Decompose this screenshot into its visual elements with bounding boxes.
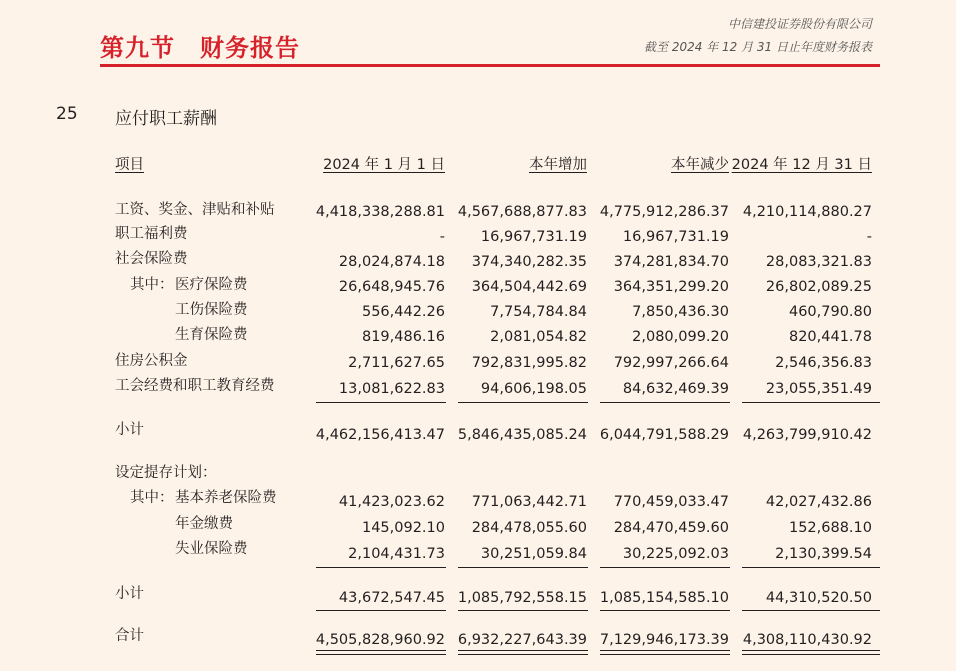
cell-decrease: 84,632,469.39 <box>622 381 729 397</box>
cell-increase: 771,063,442.71 <box>471 494 587 510</box>
cell-decrease: 1,085,154,585.10 <box>599 590 729 606</box>
cell-closing: 4,263,799,910.42 <box>742 427 872 443</box>
cell-increase: 364,504,442.69 <box>471 279 587 295</box>
cell-increase: 792,831,995.82 <box>471 355 587 371</box>
cell-increase: 374,340,282.35 <box>471 254 587 270</box>
cell-decrease: 364,351,299.20 <box>613 279 729 295</box>
cell-closing: 820,441.78 <box>788 329 872 345</box>
cell-opening: 2,711,627.65 <box>348 355 445 371</box>
row-label: 失业保险费 <box>175 541 248 557</box>
cell-decrease: 7,129,946,173.39 <box>599 632 729 648</box>
row-label: 生育保险费 <box>175 327 248 343</box>
cell-opening: 4,462,156,413.47 <box>315 427 445 443</box>
row-prefix: 其中： <box>130 490 174 506</box>
cell-decrease: 16,967,731.19 <box>622 229 729 245</box>
cell-increase: 6,932,227,643.39 <box>457 632 587 648</box>
cell-decrease: 2,080,099.20 <box>632 329 729 345</box>
cell-closing: 2,546,356.83 <box>775 355 872 371</box>
cell-increase: 1,085,792,558.15 <box>457 590 587 606</box>
cell-decrease: 770,459,033.47 <box>613 494 729 510</box>
cell-closing: 28,083,321.83 <box>765 254 872 270</box>
column-rule <box>316 402 446 403</box>
cell-increase: 2,081,054.82 <box>490 329 587 345</box>
cell-closing: 4,210,114,880.27 <box>742 204 872 220</box>
cell-closing: 42,027,432.86 <box>765 494 872 510</box>
column-rule <box>742 402 880 403</box>
cell-decrease: 374,281,834.70 <box>613 254 729 270</box>
header-decrease: 本年减少 <box>671 157 729 173</box>
column-rule <box>316 610 446 611</box>
cell-opening: 41,423,023.62 <box>338 494 445 510</box>
cell-opening: 4,505,828,960.92 <box>315 632 445 648</box>
cell-closing: 152,688.10 <box>788 520 872 536</box>
cell-increase: 284,478,055.60 <box>471 520 587 536</box>
note-number: 25 <box>56 104 78 124</box>
row-label: 社会保险费 <box>115 251 188 267</box>
column-rule <box>458 402 588 403</box>
cell-opening: 2,104,431.73 <box>348 546 445 562</box>
cell-closing: 460,790.80 <box>788 304 872 320</box>
row-label: 职工福利费 <box>115 226 188 242</box>
header-item: 项目 <box>115 157 144 173</box>
cell-decrease: 30,225,092.03 <box>622 546 729 562</box>
cell-decrease: 284,470,459.60 <box>613 520 729 536</box>
row-label: 工会经费和职工教育经费 <box>115 378 275 394</box>
cell-increase: 4,567,688,877.83 <box>457 204 587 220</box>
header-opening: 2024 年 1 月 1 日 <box>323 157 445 173</box>
column-rule <box>316 567 446 568</box>
column-rule <box>458 610 588 611</box>
cell-closing: - <box>866 229 872 245</box>
row-label: 工伤保险费 <box>175 302 248 318</box>
double-rule <box>458 650 588 655</box>
row-label: 合计 <box>115 628 144 644</box>
section-title: 设定提存计划： <box>115 465 217 481</box>
double-rule <box>742 650 880 655</box>
cell-opening: 819,486.16 <box>361 329 445 345</box>
cell-increase: 94,606,198.05 <box>480 381 587 397</box>
cell-closing: 26,802,089.25 <box>765 279 872 295</box>
cell-decrease: 7,850,436.30 <box>632 304 729 320</box>
column-rule <box>742 567 880 568</box>
column-rule <box>600 567 730 568</box>
cell-opening: 13,081,622.83 <box>338 381 445 397</box>
double-rule <box>600 650 730 655</box>
note-title: 应付职工薪酬 <box>115 109 217 129</box>
cell-increase: 7,754,784.84 <box>490 304 587 320</box>
row-label: 小计 <box>115 586 144 602</box>
report-period: 截至 2024 年 12 月 31 日止年度财务报表 <box>644 40 872 54</box>
cell-opening: 28,024,874.18 <box>338 254 445 270</box>
column-rule <box>458 567 588 568</box>
cell-decrease: 6,044,791,588.29 <box>599 427 729 443</box>
cell-closing: 4,308,110,430.92 <box>742 632 872 648</box>
column-rule <box>600 610 730 611</box>
row-label: 医疗保险费 <box>175 277 248 293</box>
row-label: 基本养老保险费 <box>175 490 277 506</box>
double-rule <box>316 650 446 655</box>
page-title: 第九节 财务报告 <box>100 34 300 62</box>
header-closing: 2024 年 12 月 31 日 <box>731 157 872 173</box>
cell-closing: 44,310,520.50 <box>765 590 872 606</box>
column-rule <box>742 610 880 611</box>
cell-opening: 145,092.10 <box>361 520 445 536</box>
row-prefix: 其中： <box>130 277 174 293</box>
column-rule <box>600 402 730 403</box>
row-label: 年金缴费 <box>175 516 233 532</box>
cell-decrease: 4,775,912,286.37 <box>599 204 729 220</box>
row-label: 小计 <box>115 422 144 438</box>
header-increase: 本年增加 <box>529 157 587 173</box>
cell-opening: - <box>439 229 445 245</box>
cell-opening: 43,672,547.45 <box>338 590 445 606</box>
cell-decrease: 792,997,266.64 <box>613 355 729 371</box>
cell-closing: 2,130,399.54 <box>775 546 872 562</box>
cell-opening: 4,418,338,288.81 <box>315 204 445 220</box>
cell-opening: 556,442.26 <box>361 304 445 320</box>
row-label: 工资、奖金、津贴和补贴 <box>115 202 275 218</box>
cell-increase: 30,251,059.84 <box>480 546 587 562</box>
cell-opening: 26,648,945.76 <box>338 279 445 295</box>
cell-increase: 16,967,731.19 <box>480 229 587 245</box>
row-label: 住房公积金 <box>115 353 188 369</box>
header-rule <box>100 64 880 67</box>
cell-increase: 5,846,435,085.24 <box>457 427 587 443</box>
company-name: 中信建投证券股份有限公司 <box>727 17 872 31</box>
cell-closing: 23,055,351.49 <box>765 381 872 397</box>
